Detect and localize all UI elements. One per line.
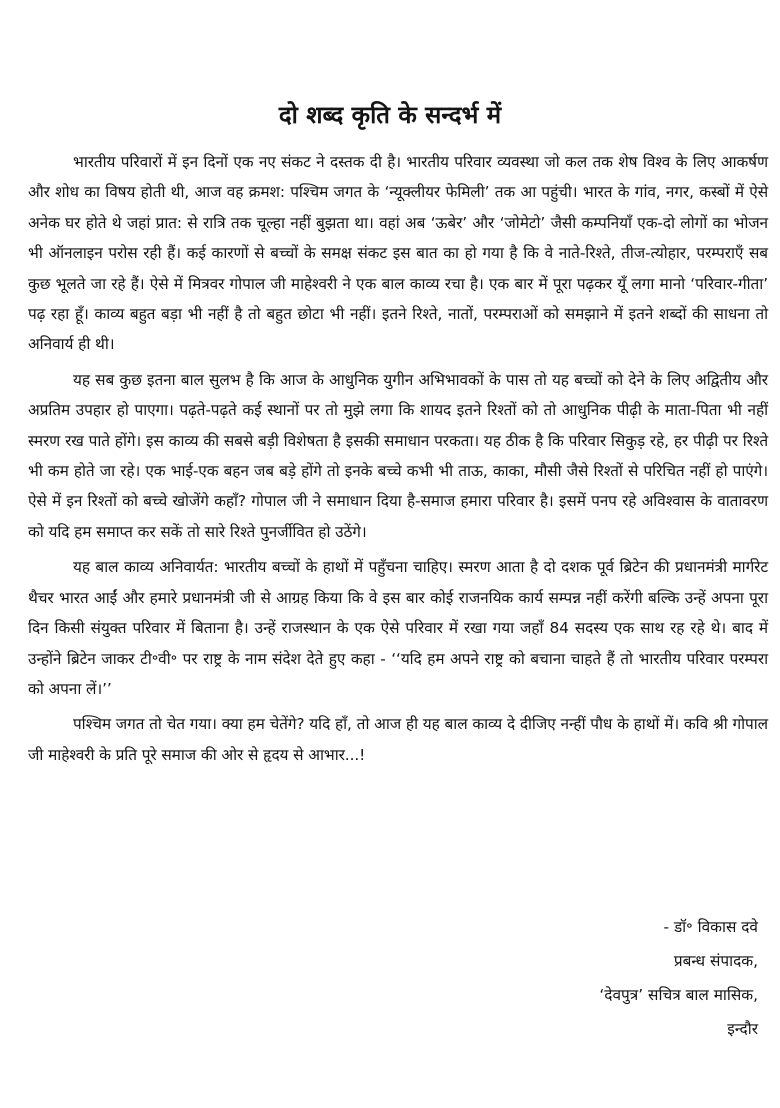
paragraph-1: भारतीय परिवारों में इन दिनों एक नए संकट ने दस्तक दी है। भारतीय परिवार व्यवस्था जो कल तक शेष विश्व के लिए आकर्षण और शोध का विषय होती थी, आज वह क्रमश: पश्चिम जगत के ‘न्यूक्लीयर फेमिली’ तक आ पहुंची। भारत के गांव, नगर, कस्बों में ऐसे अनेक घर होते थे जहां प्रात: से रात्रि तक चूल्हा नहीं बुझता था। वहां अब ‘ऊबेर’ और ‘जोमेटो’ जैसी कम्पनियाँ एक-दो लोगों का भोजन भी ऑनलाइन परोस रही हैं। कई कारणों से बच्चों के समक्ष संकट इस बात का हो गया है कि वे नाते-रिश्ते, तीज-त्योहार, परम्पराएँ सब कुछ भूलते जा रहे हैं। ऐसे में मित्रवर गोपाल जी माहेश्वरी ने एक बाल काव्य रचा है। एक बार में पूरा पढ़कर यूँ लगा मानो ‘परिवार-गीता’ पढ़ रहा हूँ। काव्य बहुत बड़ा भी नहीं है तो बहुत छोटा भी नहीं। इतने रिश्ते, नातों, परम्पराओं को समझाने में इतने शब्दों की साधना तो अनिवार्य ही थी। [28,153,768,354]
paragraph-2: यह सब कुछ इतना बाल सुलभ है कि आज के आधुनिक युगीन अभिभावकों के पास तो यह बच्चों को देने के लिए अद्वितीय और अप्रतिम उपहार हो पाएगा। पढ़ते-पढ़ते कई स्थानों पर तो मुझे लगा कि शायद इतने रिश्तों को तो आधुनिक पीढ़ी के माता-पिता भी नहीं स्मरण रख पाते होंगे। इस काव्य की सबसे बड़ी विशेषता है इसकी समाधान परकता। यह ठीक है कि परिवार सिकुड़ रहे, हर पीढ़ी पर रिश्ते भी कम होते जा रहे। एक भाई-एक बहन जब बड़े होंगे तो इनके बच्चे कभी भी ताऊ, काका, मौसी जैसे रिश्तों से परिचित नहीं हो पाएंगे। ऐसे में इन रिश्तों को बच्चे खोजेंगे कहाँ? गोपाल जी ने समाधान दिया है-समाज हमारा परिवार है। इसमें पनप रहे अविश्वास के वातावरण को यदि हम समाप्त कर सकें तो सारे रिश्ते पुनर्जीवित हो उठेंगे। [28,370,768,541]
document-body [28,147,768,775]
page-title: दो शब्द कृति के सन्दर्भ में [278,101,502,129]
signature-name: - डॉ॰ विकास दवे [663,918,758,936]
signature-designation: प्रबन्ध संपादक, [673,952,758,970]
signature-block [599,910,758,1046]
signature-city: इन्दौर [727,1020,758,1038]
signature-publication: ‘देवपुत्र’ सचित्र बाल मासिक, [599,986,758,1004]
paragraph-3: यह बाल काव्य अनिवार्यत: भारतीय बच्चों के हाथों में पहुँचना चाहिए। स्मरण आता है दो दशक पूर्व ब्रिटेन की प्रधानमंत्री मार्गरेट थैचर भारत आईं और हमारे प्रधानमंत्री जी से आग्रह किया कि वे इस बार कोई राजनयिक कार्य सम्पन्न नहीं करेंगी बल्कि उन्हें अपना पूरा दिन किसी संयुक्त परिवार में बिताना है। उन्हें राजस्थान के एक ऐसे परिवार में रखा गया जहाँ 84 सदस्य एक साथ रह रहे थे। बाद में उन्होंने ब्रिटेन जाकर टी॰वी॰ पर राष्ट्र के नाम संदेश देते हुए कहा - ‘‘यदि हम अपने राष्ट्र को बचाना चाहते हैं तो भारतीय परिवार परम्परा को अपना लें।’’ [28,558,768,698]
paragraph-4: पश्चिम जगत तो चेत गया। क्या हम चेतेंगे? यदि हाँ, तो आज ही यह बाल काव्य दे दीजिए नन्हीं पौध के हाथों में। कवि श्री गोपाल जी माहेश्वरी के प्रति पूरे समाज की ओर से हृदय से आभार...! [28,715,768,764]
